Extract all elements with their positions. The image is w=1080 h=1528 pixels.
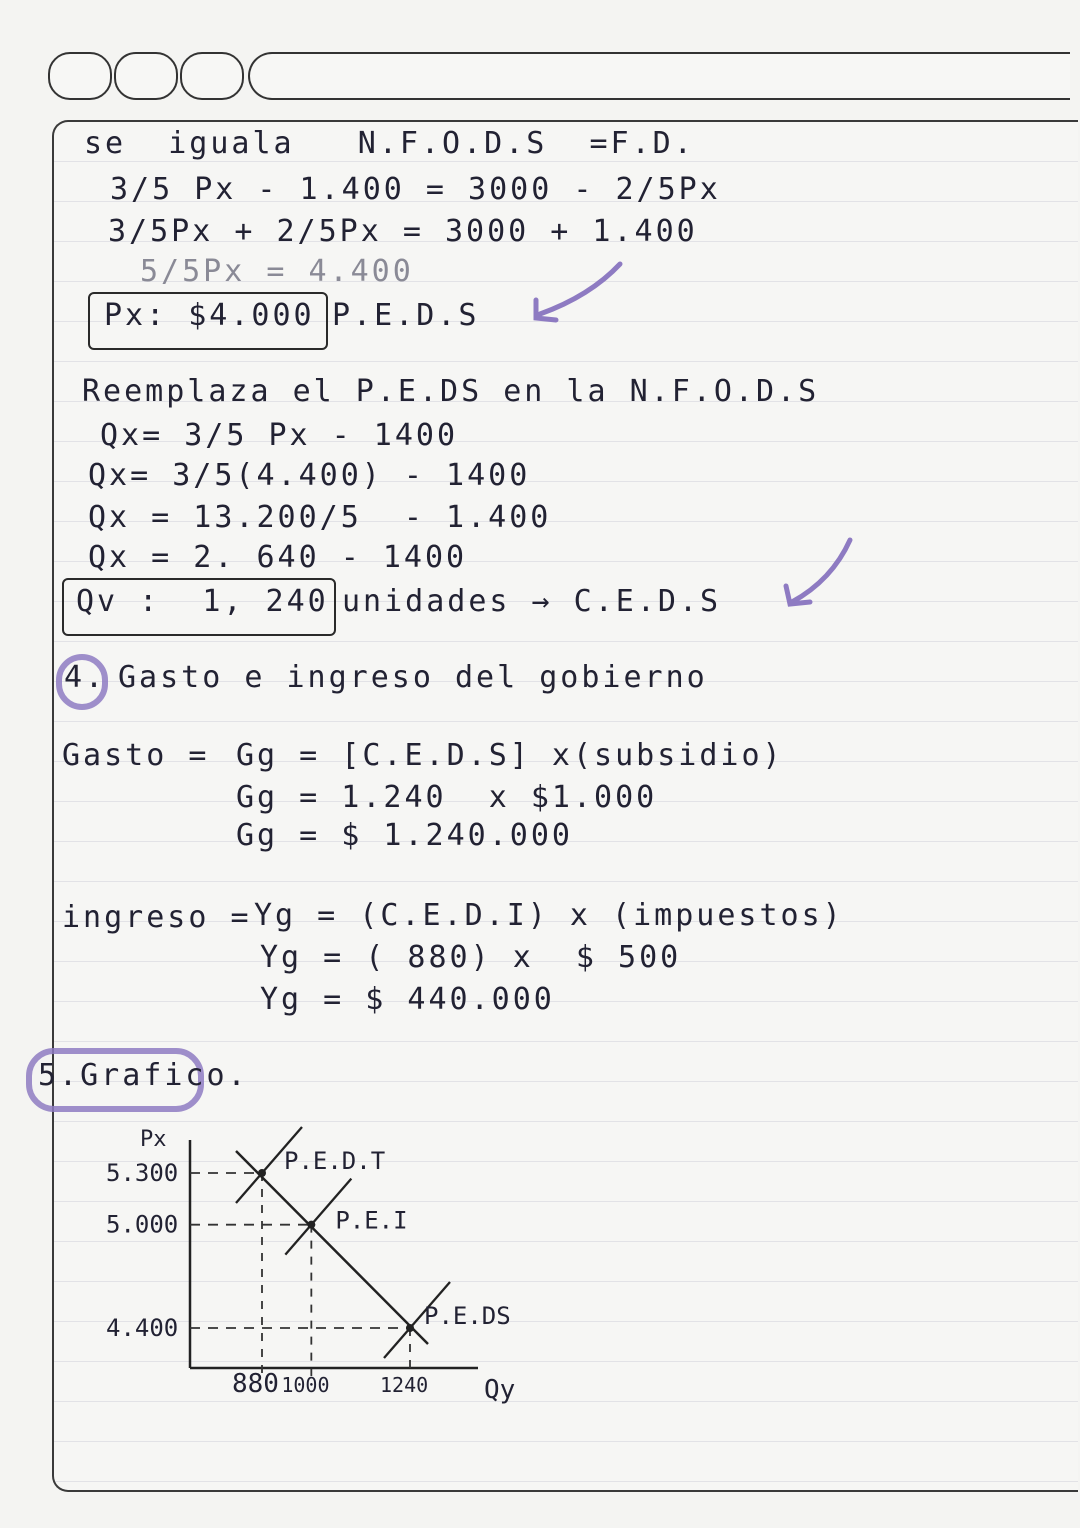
gasto-eq-1: Gg = [C.E.D.S] x(subsidio) (236, 738, 784, 773)
line-qx-4: Qx = 2. 640 - 1400 (88, 540, 468, 575)
line-equation-3: 5/5Px = 4.400 (140, 254, 414, 289)
section-5-title: 5.Grafico. (38, 1058, 249, 1093)
y-tick-label: 4.400 (106, 1314, 179, 1342)
gasto-label: Gasto = (62, 738, 210, 773)
result-ceds-label: unidades → C.E.D.S (342, 584, 722, 619)
result-peds-label: P.E.D.S (332, 298, 480, 333)
demand-line (236, 1151, 428, 1344)
y-tick-label: 5.300 (106, 1159, 179, 1187)
result-px: Px: $4.000 (104, 298, 315, 333)
equilibrium-point (307, 1221, 315, 1229)
equilibrium-label: P.E.DS (424, 1302, 511, 1330)
gasto-eq-3: Gg = $ 1.240.000 (236, 818, 573, 853)
line-qx-1: Qx= 3/5 Px - 1400 (100, 418, 459, 453)
equilibrium-point (258, 1169, 266, 1177)
equilibrium-label: P.E.I (335, 1206, 408, 1235)
line-qx-2: Qx= 3/5(4.400) - 1400 (88, 458, 531, 493)
ingreso-eq-2: Yg = ( 880) x $ 500 (260, 940, 682, 975)
ingreso-eq-1: Yg = (C.E.D.I) x (impuestos) (254, 898, 844, 933)
x-axis-label: Qy (484, 1375, 516, 1405)
x-tick-label: 880 (232, 1369, 279, 1399)
section-4-title: Gasto e ingreso del gobierno (118, 660, 708, 695)
line-equation-2: 3/5Px + 2/5Px = 3000 + 1.400 (108, 214, 698, 249)
x-tick-label: 1000 (281, 1373, 330, 1397)
line-se-iguala: se iguala N.F.O.D.S =F.D. (84, 126, 695, 161)
equilibrium-label: P.E.D.T (284, 1147, 386, 1175)
section-4-number: 4. (64, 660, 107, 695)
gasto-eq-2: Gg = 1.240 x $1.000 (236, 780, 658, 815)
ingreso-label: ingreso = (62, 900, 252, 935)
ingreso-eq-3: Yg = $ 440.000 (260, 982, 555, 1017)
x-tick-label: 1240 (380, 1373, 429, 1397)
line-qx-3: Qx = 13.200/5 - 1.400 (88, 500, 552, 535)
result-qv: Qv : 1, 240 (76, 584, 329, 619)
line-equation-1: 3/5 Px - 1.400 = 3000 - 2/5Px (110, 172, 721, 207)
y-axis-label: Px (140, 1127, 167, 1152)
line-reemplaza: Reemplaza el P.E.DS en la N.F.O.D.S (82, 374, 820, 409)
y-tick-label: 5.000 (106, 1210, 179, 1239)
equilibrium-point (406, 1324, 414, 1332)
